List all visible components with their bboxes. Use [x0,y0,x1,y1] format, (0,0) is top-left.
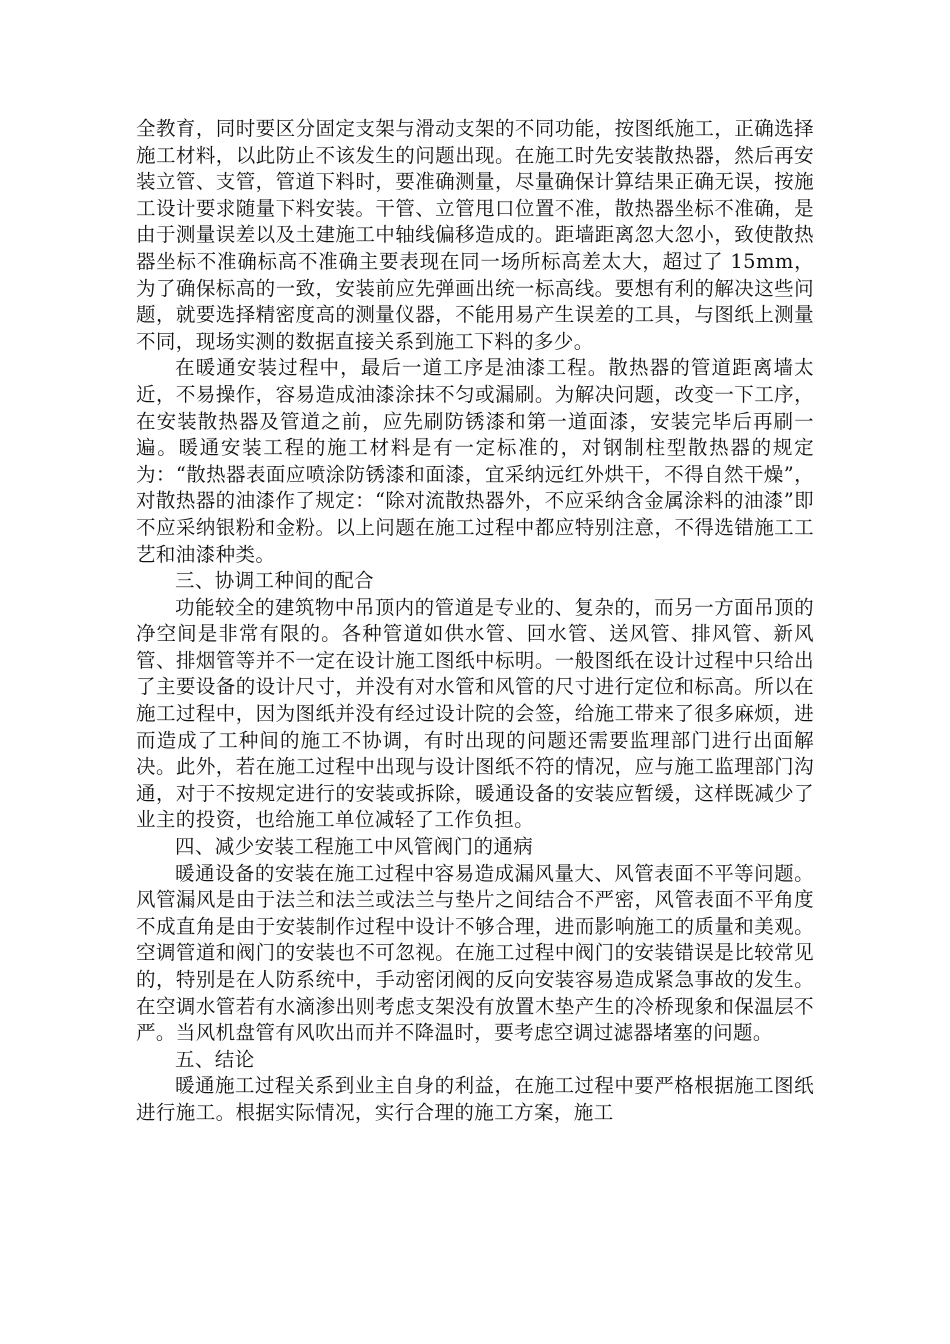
paragraph-conclusion: 暖通施工过程关系到业主自身的利益，在施工过程中要严格根据施工图纸进行施工。根据实际情况，实行合理的施工方案，施工 [136,1074,814,1124]
section-heading-4: 四、减少安装工程施工中风管阀门的通病 [175,835,534,859]
paragraph-painting: 在暖通安装过程中，最后一道工序是油漆工程。散热器的管道距离墙太近，不易操作，容易造成油漆涂抹不匀或漏刷。为解决问题，改变一下工序，在安装散热器及管道之前，应先刷防锈漆和第一道面漆，安装完毕后再刷一遍。暖通安装工程的施工材料是有一定标准的，对钢制柱型散热器的规定为：“散热器表面应喷涂防锈漆和面漆，宜采纳远红外烘干，不得自然干燥”，对散热器的油漆作了规定：“除对流散热器外，不应采纳含金属涂料的油漆”即不应采纳银粉和金粉。以上问题在施工过程中都应特别注意，不得选错施工工艺和油漆种类。 [136,356,814,566]
paragraph-continuation: 全教育，同时要区分固定支架与滑动支架的不同功能，按图纸施工，正确选择施工材料，以此防止不该发生的问题出现。在施工时先安装散热器，然后再安装立管、支管，管道下料时，要准确测量，尽量确保计算结果正确无误，按施工设计要求随量下料安装。干管、立管甩口位置不准，散热器坐标不准确，是由于测量误差以及土建施工中轴线偏移造成的。距墙距离忽大忽小，致使散热器坐标不准确标高不准确主要表现在同一场所标高差太大，超过了 15mm，为了确保标高的一致，安装前应先弹画出统一标高线。要想有利的解决这些问题，就要选择精密度高的测量仪器，不能用易产生误差的工具，与图纸上测量不同，现场实测的数据直接关系到施工下料的多少。 [136,117,814,353]
paragraph-duct-valve: 暖通设备的安装在施工过程中容易造成漏风量大、风管表面不平等问题。风管漏风是由于法兰和法兰或法兰与垫片之间结合不严密，风管表面不平角度不成直角是由于安装制作过程中设计不够合理，进而影响施工的质量和美观。空调管道和阀门的安装也不可忽视。在施工过程中阀门的安装错误是比较常见的，特别是在人防系统中，手动密闭阀的反向安装容易造成紧急事故的发生。在空调水管若有水滴渗出则考虑支架没有放置木垫产生的冷桥现象和保温层不严。当风机盘管有风吹出而并不降温时，要考虑空调过滤器堵塞的问题。 [136,861,814,1045]
document-page [136,116,814,1127]
section-heading-3: 三、协调工种间的配合 [175,569,375,593]
section-heading-5: 五、结论 [175,1047,255,1071]
paragraph-coordination: 功能较全的建筑物中吊顶内的管道是专业的、复杂的，而另一方面吊顶的净空间是非常有限的。各种管道如供水管、回水管、送风管、排风管、新风管、排烟管等并不一定在设计施工图纸中标明。一般图纸在设计过程中只给出了主要设备的设计尺寸，并没有对水管和风管的尺寸进行定位和标高。所以在施工过程中，因为图纸并没有经过设计院的会签，给施工带来了很多麻烦，进而造成了工种间的施工不协调，有时出现的问题还需要监理部门进行出面解决。此外，若在施工过程中出现与设计图纸不符的情况，应与施工监理部门沟通，对于不按规定进行的安装或拆除，暖通设备的安装应暂缓，这样既减少了业主的投资，也给施工单位减轻了工作负担。 [136,595,814,832]
